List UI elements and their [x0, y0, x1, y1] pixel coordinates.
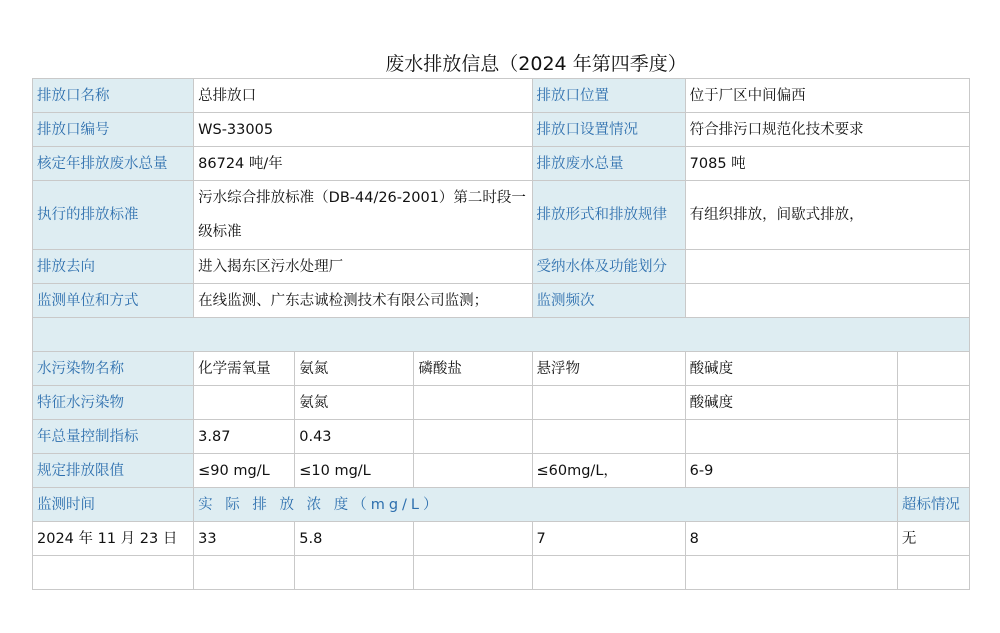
discharge-total-label: 排放废水总量: [532, 147, 685, 181]
feature-cell: 酸碱度: [685, 386, 897, 420]
pollutant-name-cell: 化学需氧量: [194, 352, 295, 386]
approved-total-label: 核定年排放废水总量: [33, 147, 194, 181]
separator-band: [33, 318, 970, 352]
pollutant-name-label: 水污染物名称: [33, 352, 194, 386]
discharge-total-value: 7085 吨: [685, 147, 969, 181]
pollutant-name-cell: 氨氮: [295, 352, 414, 386]
annual-limit-label: 年总量控制指标: [33, 420, 194, 454]
empty-cell: [295, 556, 414, 590]
concentration-cell: 33: [194, 522, 295, 556]
limit-cell: 6-9: [685, 454, 897, 488]
concentration-cell: 7: [532, 522, 685, 556]
monitor-date: 2024 年 11 月 23 日: [33, 522, 194, 556]
feature-cell: [194, 386, 295, 420]
concentration-cell: 5.8: [295, 522, 414, 556]
feature-cell: [414, 386, 532, 420]
annual-cell: [897, 420, 969, 454]
limit-cell: [414, 454, 532, 488]
table-row: [33, 522, 970, 556]
table-row: [33, 556, 970, 590]
separator-row: [33, 318, 970, 352]
pollutant-name-cell: 悬浮物: [532, 352, 685, 386]
outlet-name-value: 总排放口: [194, 79, 532, 113]
concentration-header: 实 际 排 放 浓 度（mg/L）: [194, 488, 898, 522]
outlet-no-label: 排放口编号: [33, 113, 194, 147]
monitor-unit-label: 监测单位和方式: [33, 284, 194, 318]
monitor-time-label: 监测时间: [33, 488, 194, 522]
feature-cell: 氨氮: [295, 386, 414, 420]
feature-cell: [532, 386, 685, 420]
standard-label: 执行的排放标准: [33, 181, 194, 250]
annual-cell: [414, 420, 532, 454]
outlet-name-label: 排放口名称: [33, 79, 194, 113]
table-row: [33, 386, 970, 420]
frequency-label: 监测频次: [532, 284, 685, 318]
limit-cell: ≤90 mg/L: [194, 454, 295, 488]
empty-cell: [414, 556, 532, 590]
table-row: [33, 352, 970, 386]
table-row: [33, 113, 970, 147]
title-text: 废水排放信息（2024 年第四季度）: [385, 53, 687, 75]
feature-cell: [897, 386, 969, 420]
standard-value: 污水综合排放标准（DB-44/26-2001）第二时段一级标准: [194, 181, 532, 250]
table-row: [33, 284, 970, 318]
annual-cell: [532, 420, 685, 454]
outlet-location-value: 位于厂区中间偏西: [685, 79, 969, 113]
receiving-label: 受纳水体及功能划分: [532, 250, 685, 284]
table-row: [33, 250, 970, 284]
concentration-cell: 8: [685, 522, 897, 556]
exceed-cell: 无: [897, 522, 969, 556]
pollutant-name-cell: 酸碱度: [685, 352, 897, 386]
discharge-limit-label: 规定排放限值: [33, 454, 194, 488]
pollutant-name-cell: [897, 352, 969, 386]
table-row: [33, 420, 970, 454]
feature-pollutant-label: 特征水污染物: [33, 386, 194, 420]
exceed-label: 超标情况: [897, 488, 969, 522]
limit-cell: ≤10 mg/L: [295, 454, 414, 488]
empty-cell: [33, 556, 194, 590]
pollutant-name-cell: 磷酸盐: [414, 352, 532, 386]
table-row: [33, 181, 970, 250]
empty-cell: [194, 556, 295, 590]
receiving-value: [685, 250, 969, 284]
frequency-value: [685, 284, 969, 318]
annual-cell: 0.43: [295, 420, 414, 454]
wastewater-table: [32, 78, 970, 590]
table-row: [33, 79, 970, 113]
annual-cell: 3.87: [194, 420, 295, 454]
destination-label: 排放去向: [33, 250, 194, 284]
empty-cell: [897, 556, 969, 590]
destination-value: 进入揭东区污水处理厂: [194, 250, 532, 284]
outlet-setup-label: 排放口设置情况: [532, 113, 685, 147]
table-row: [33, 488, 970, 522]
form-value: 有组织排放，间歇式排放，: [685, 181, 969, 250]
table-row: [33, 147, 970, 181]
outlet-no-value: WS-33005: [194, 113, 532, 147]
empty-cell: [532, 556, 685, 590]
monitor-unit-value: 在线监测、广东志诚检测技术有限公司监测；: [194, 284, 532, 318]
approved-total-value: 86724 吨/年: [194, 147, 532, 181]
outlet-setup-value: 符合排污口规范化技术要求: [685, 113, 969, 147]
empty-cell: [685, 556, 897, 590]
table-row: [33, 454, 970, 488]
annual-cell: [685, 420, 897, 454]
page-title: [32, 52, 970, 76]
concentration-cell: [414, 522, 532, 556]
limit-cell: [897, 454, 969, 488]
limit-cell: ≤60mg/L，: [532, 454, 685, 488]
form-label: 排放形式和排放规律: [532, 181, 685, 250]
outlet-location-label: 排放口位置: [532, 79, 685, 113]
